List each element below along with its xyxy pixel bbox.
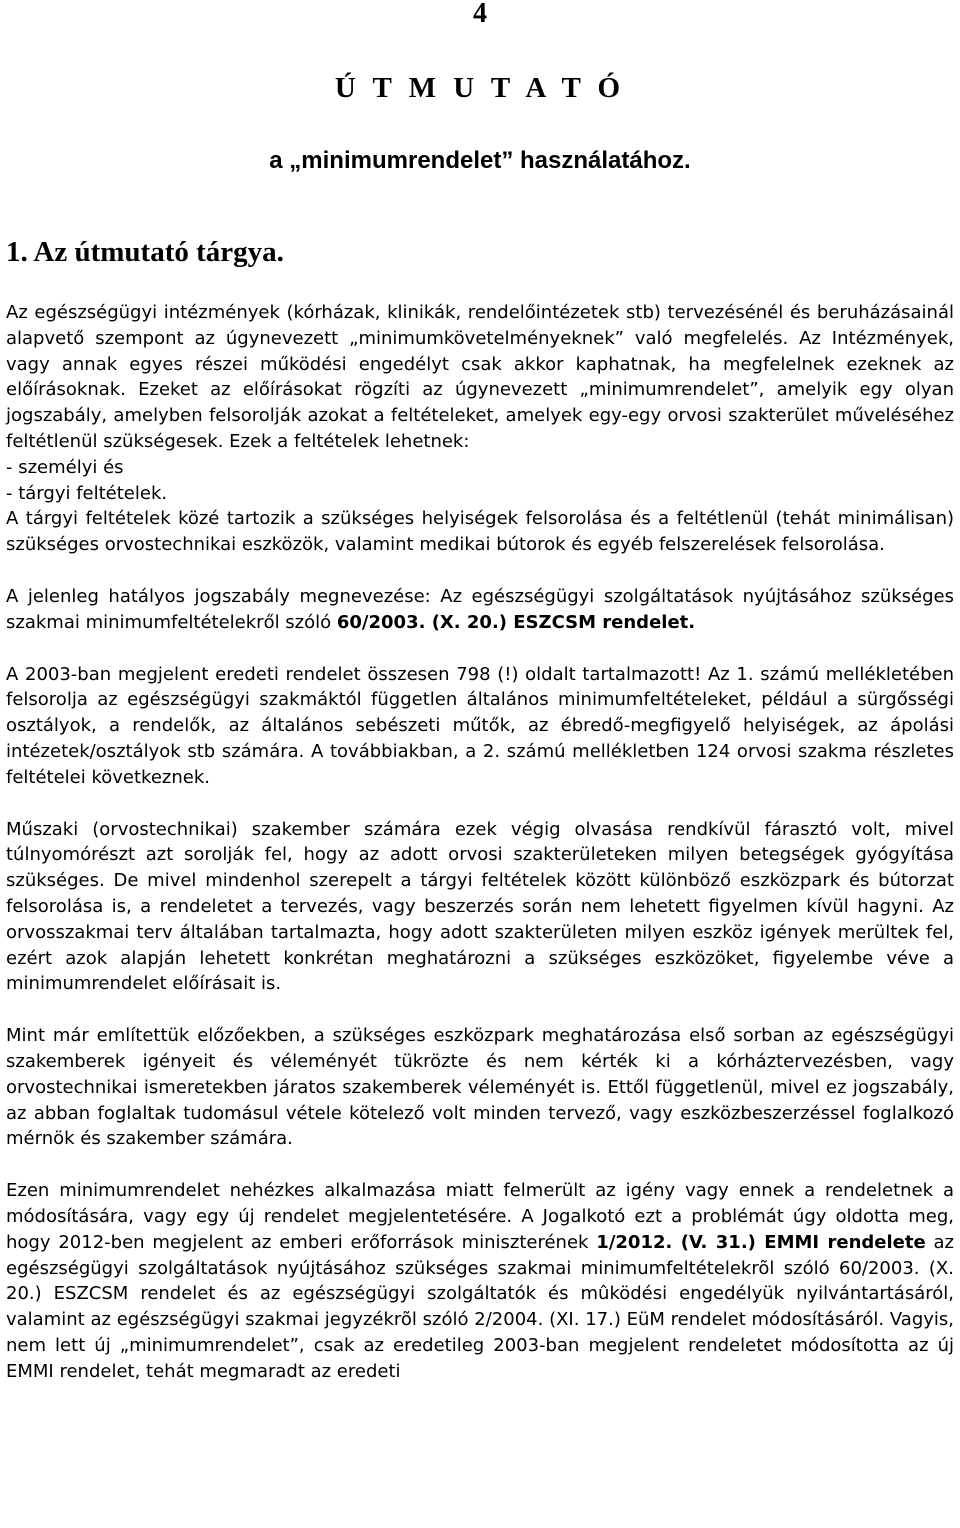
legal-name-text: A jelenleg hatályos jogszabály megnevezése: Az egészségügyi szolgáltatások nyújtásához szükséges szakmai minimumfeltételekről szóló: [6, 585, 954, 633]
document-title: Ú T M U T A T Ó: [334, 72, 626, 104]
document-subtitle: a „minimumrendelet” használatához.: [269, 147, 691, 174]
paragraph-as-mentioned: Mint már említettük előzőekben, a szükséges eszközpark meghatározása első sorban az egészségügyi szakemberek igényeit és véleményét tükrözte és nem kérték ki a kórháztervezésben, vagy orvostechnikai ismeretekben járatos szakemberek véleményét is. Ettől függetlenül, mivel ez jogszabály, az abban foglaltak tudomásul vétele kötelező volt minden tervező, vagy eszközbeszerzéssel foglalkozó mérnök és szakember számára.: [6, 1025, 954, 1150]
paragraph-gap: [6, 997, 954, 1023]
amendment-decree-bold: 1/2012. (V. 31.) EMMI rendelete: [596, 1231, 926, 1253]
body-text: [6, 300, 954, 1384]
section-heading: 1. Az útmutató tárgya.: [6, 236, 284, 268]
paragraph-material-conditions: A tárgyi feltételek közé tartozik a szükséges helyiségek felsorolása és a feltétlenül (tehát minimálisan) szükséges orvostechnikai eszközök, valamint medikai bútorok és egyéb felszerelések felsorolása.: [6, 508, 954, 556]
paragraph-gap: [6, 1152, 954, 1178]
paragraph-gap: [6, 791, 954, 817]
legal-name-bold: 60/2003. (X. 20.) ESZCSM rendelet.: [336, 611, 696, 633]
amendment-text-start: Ezen minimumrendelet nehézkes alkalmazása miatt felmerült az igény vagy ennek a rendeletnek a módosítására, vagy egy új rendelet megjelentetésére. A Jogalkotó ezt a problémát úgy oldotta meg, hogy 2012-ben megjelent az emberi erőforrások miniszterének: [6, 1180, 954, 1253]
paragraph-gap: [6, 558, 954, 584]
paragraph-amendment: [6, 1178, 954, 1384]
paragraph-original-decree: A 2003-ban megjelent eredeti rendelet összesen 798 (!) oldalt tartalmazott! Az 1. számú mellékletében felsorolja az egészségügyi szakmáktól független általános minimumfeltételeket, például a sürgősségi osztályok, a rendelők, az általános sebészeti műtők, az ébredő-megfigyelő helyiségek, az ápolási intézetek/osztályok stb számára. A továbbiakban, a 2. számú mellékletben 124 orvosi szakma részletes feltételei következnek.: [6, 663, 954, 788]
paragraph-technical-specialist: Műszaki (orvostechnikai) szakember számára ezek végig olvasása rendkívül fárasztó volt, mivel túlnyomórészt azt sorolják fel, hogy az adott orvosi szakterületeken milyen betegségek gyógyítása szükséges. De mivel mindenhol szerepelt a tárgyi feltételek között különböző eszközpark és bútorzat felsorolása is, a rendeletet a tervezés, vagy beszerzés során nem lehetett figyelmen kívül hagyni. Az orvosszakmai terv általában tartalmazta, hogy adott szakterületen milyen eszköz igények merültek fel, ezért azok alapján lehetett konkrétan meghatározni a szükséges eszközöket, figyelembe véve a minimumrendelet előírásait is.: [6, 818, 954, 995]
paragraph-legal-name: [6, 584, 954, 636]
paragraph-gap: [6, 636, 954, 662]
list-item-personal: - személyi és: [6, 456, 124, 478]
paragraph-intro: Az egészségügyi intézmények (kórházak, klinikák, rendelőintézetek stb) tervezésénél és beruházásainál alapvető szempont az úgynevezett „minimumkövetelményeknek” való megfelelés. Az Intézmények, vagy annak egyes részei működési engedélyt csak akkor kaphatnak, ha megfelelnek ezeknek az előírásoknak. Ezeket az előírásokat rögzíti az úgynevezett „minimumrendelet”, amelyik egy olyan jogszabály, amelyben felsorolják azokat a feltételeket, amelyek egy-egy orvosi szakterület műveléséhez feltétlenül szükségesek. Ezek a feltételek lehetnek:: [6, 302, 954, 452]
page-number: 4: [473, 0, 487, 29]
list-item-material: - tárgyi feltételek.: [6, 482, 168, 504]
amendment-text-end: az egészségügyi szolgáltatások nyújtásához szükséges szakmai minimumfeltételekrõl szóló 60/2003. (X. 20.) ESZCSM rendelet és az egészségügyi szolgáltatók és mûködési engedélyük nyilvántartásáról, valamint az egészségügyi szakmai jegyzékrõl szóló 2/2004. (XI. 17.) EüM rendelet módosításáról. Vagyis, nem lett új „minimumrendelet”, csak az eredetileg 2003-ban megjelent rendeletet módosította az új EMMI rendelet, tehát megmaradt az eredeti: [6, 1231, 954, 1382]
